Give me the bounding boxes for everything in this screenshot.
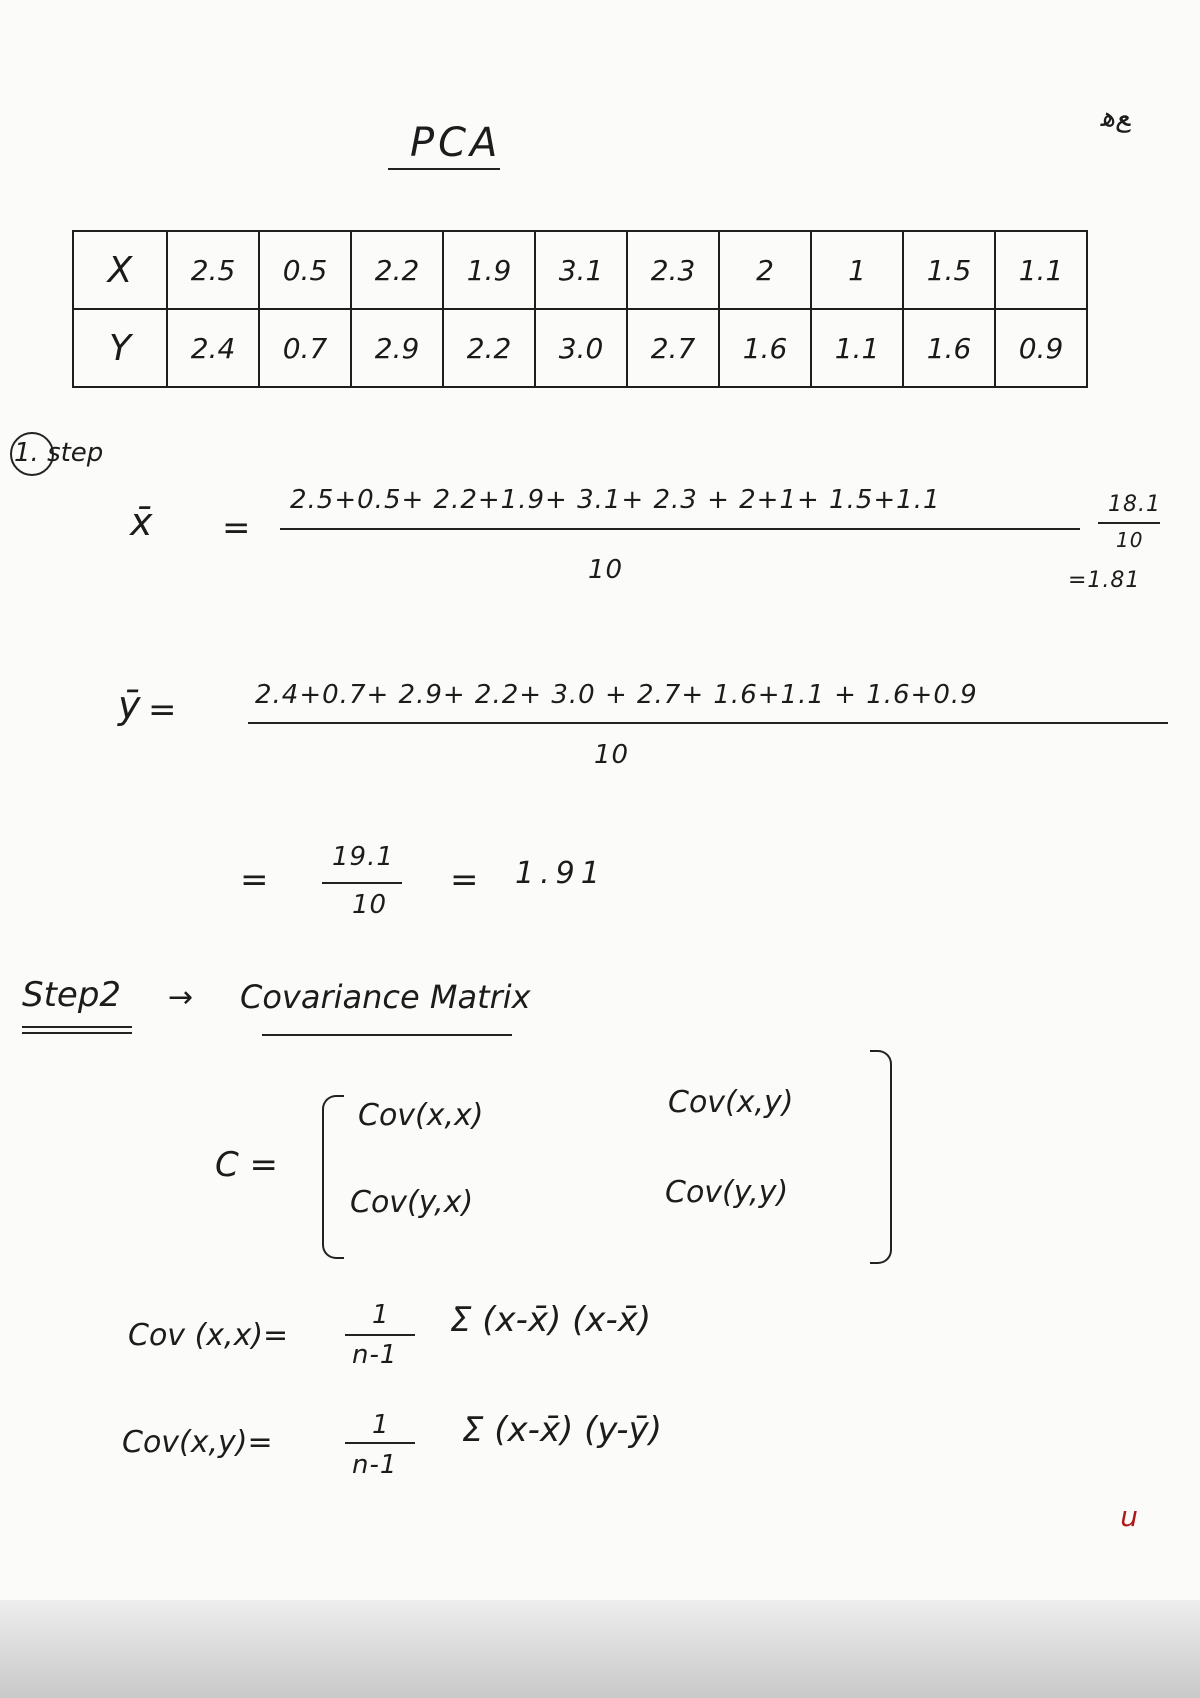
x-side-numerator: 18.1 [1108,492,1161,517]
matrix-c-label: C = [215,1145,279,1185]
y-cell: 0.9 [995,309,1087,387]
matrix-left-bracket [322,1095,344,1259]
x-cell: 1 [811,231,903,309]
y-mean-result: 1.91 [515,856,606,891]
x-cell: 2 [719,231,811,309]
x-cell: 2.5 [167,231,259,309]
y-cell: 1.6 [903,309,995,387]
y-cell: 2.7 [627,309,719,387]
x-cell: 3.1 [535,231,627,309]
cov-xy-numerator: 1 [372,1410,390,1440]
x-cell: 2.2 [351,231,443,309]
step2-underline-double [22,1032,132,1034]
cov-xy-denominator: n-1 [352,1450,398,1480]
arrow-icon: → [168,980,194,1015]
x-side-result: =1.81 [1068,568,1141,593]
matrix-entry-yy: Cov(y,y) [665,1175,789,1210]
cov-xx-formula-left: Cov (x,x)= [128,1318,289,1353]
step2-heading: Covariance Matrix [240,978,531,1016]
matrix-right-bracket [870,1050,892,1264]
y-result-denominator: 10 [352,890,388,920]
bottom-mark: u [1120,1500,1138,1533]
x-cell: 1.1 [995,231,1087,309]
matrix-entry-yx: Cov(y,x) [350,1185,474,1220]
cov-xy-summation: Σ (x-x̄) (y-ȳ) [462,1410,662,1450]
equals-sign: = [148,690,177,730]
page-title: PCA [410,120,502,166]
y-cell: 2.9 [351,309,443,387]
step2-heading-underline [262,1034,512,1036]
y-result-numerator: 19.1 [332,842,394,872]
y-mean-denominator: 10 [594,740,630,770]
equals-sign: = [222,508,251,548]
x-cell: 2.3 [627,231,719,309]
cov-xx-denominator: n-1 [352,1340,398,1370]
x-mean-denominator: 10 [588,555,624,585]
y-cell: 2.2 [443,309,535,387]
y-header: Y [73,309,167,387]
x-side-denominator: 10 [1116,528,1144,552]
equals-sign: = [240,860,269,900]
page-bottom-edge [0,1600,1200,1698]
x-cell: 0.5 [259,231,351,309]
y-cell: 1.1 [811,309,903,387]
step1-label: 1. step [14,438,104,468]
y-mean-fraction-line [248,722,1168,724]
x-mean-symbol: x̄ [130,500,153,544]
table-row-x [73,231,1087,309]
cov-xx-fraction-line [345,1334,415,1336]
cov-xy-fraction-line [345,1442,415,1444]
cov-xx-numerator: 1 [372,1300,390,1330]
y-mean-symbol: ȳ [118,683,141,727]
step2-underline [22,1026,132,1028]
cov-xy-formula-left: Cov(x,y)= [122,1425,273,1460]
equals-sign: = [450,860,479,900]
y-mean-numerator: 2.4+0.7+ 2.9+ 2.2+ 3.0 + 2.7+ 1.6+1.1 + 1.6+0.9 [255,680,978,710]
x-cell: 1.9 [443,231,535,309]
step2-label: Step2 [22,975,122,1015]
x-mean-numerator: 2.5+0.5+ 2.2+1.9+ 3.1+ 2.3 + 2+1+ 1.5+1.1 [290,485,941,515]
x-side-fraction-line [1098,522,1160,524]
cov-xx-summation: Σ (x-x̄) (x-x̄) [450,1300,652,1340]
data-table [72,230,1088,388]
corner-mark: ﻊﻫ [1100,100,1130,133]
matrix-entry-xy: Cov(x,y) [668,1085,794,1120]
matrix-entry-xx: Cov(x,x) [358,1098,484,1133]
x-header: X [73,231,167,309]
table-row-y [73,309,1087,387]
y-cell: 3.0 [535,309,627,387]
y-result-fraction-line [322,882,402,884]
title-underline [388,168,500,170]
x-mean-fraction-line [280,528,1080,530]
y-cell: 2.4 [167,309,259,387]
y-cell: 0.7 [259,309,351,387]
y-cell: 1.6 [719,309,811,387]
x-cell: 1.5 [903,231,995,309]
